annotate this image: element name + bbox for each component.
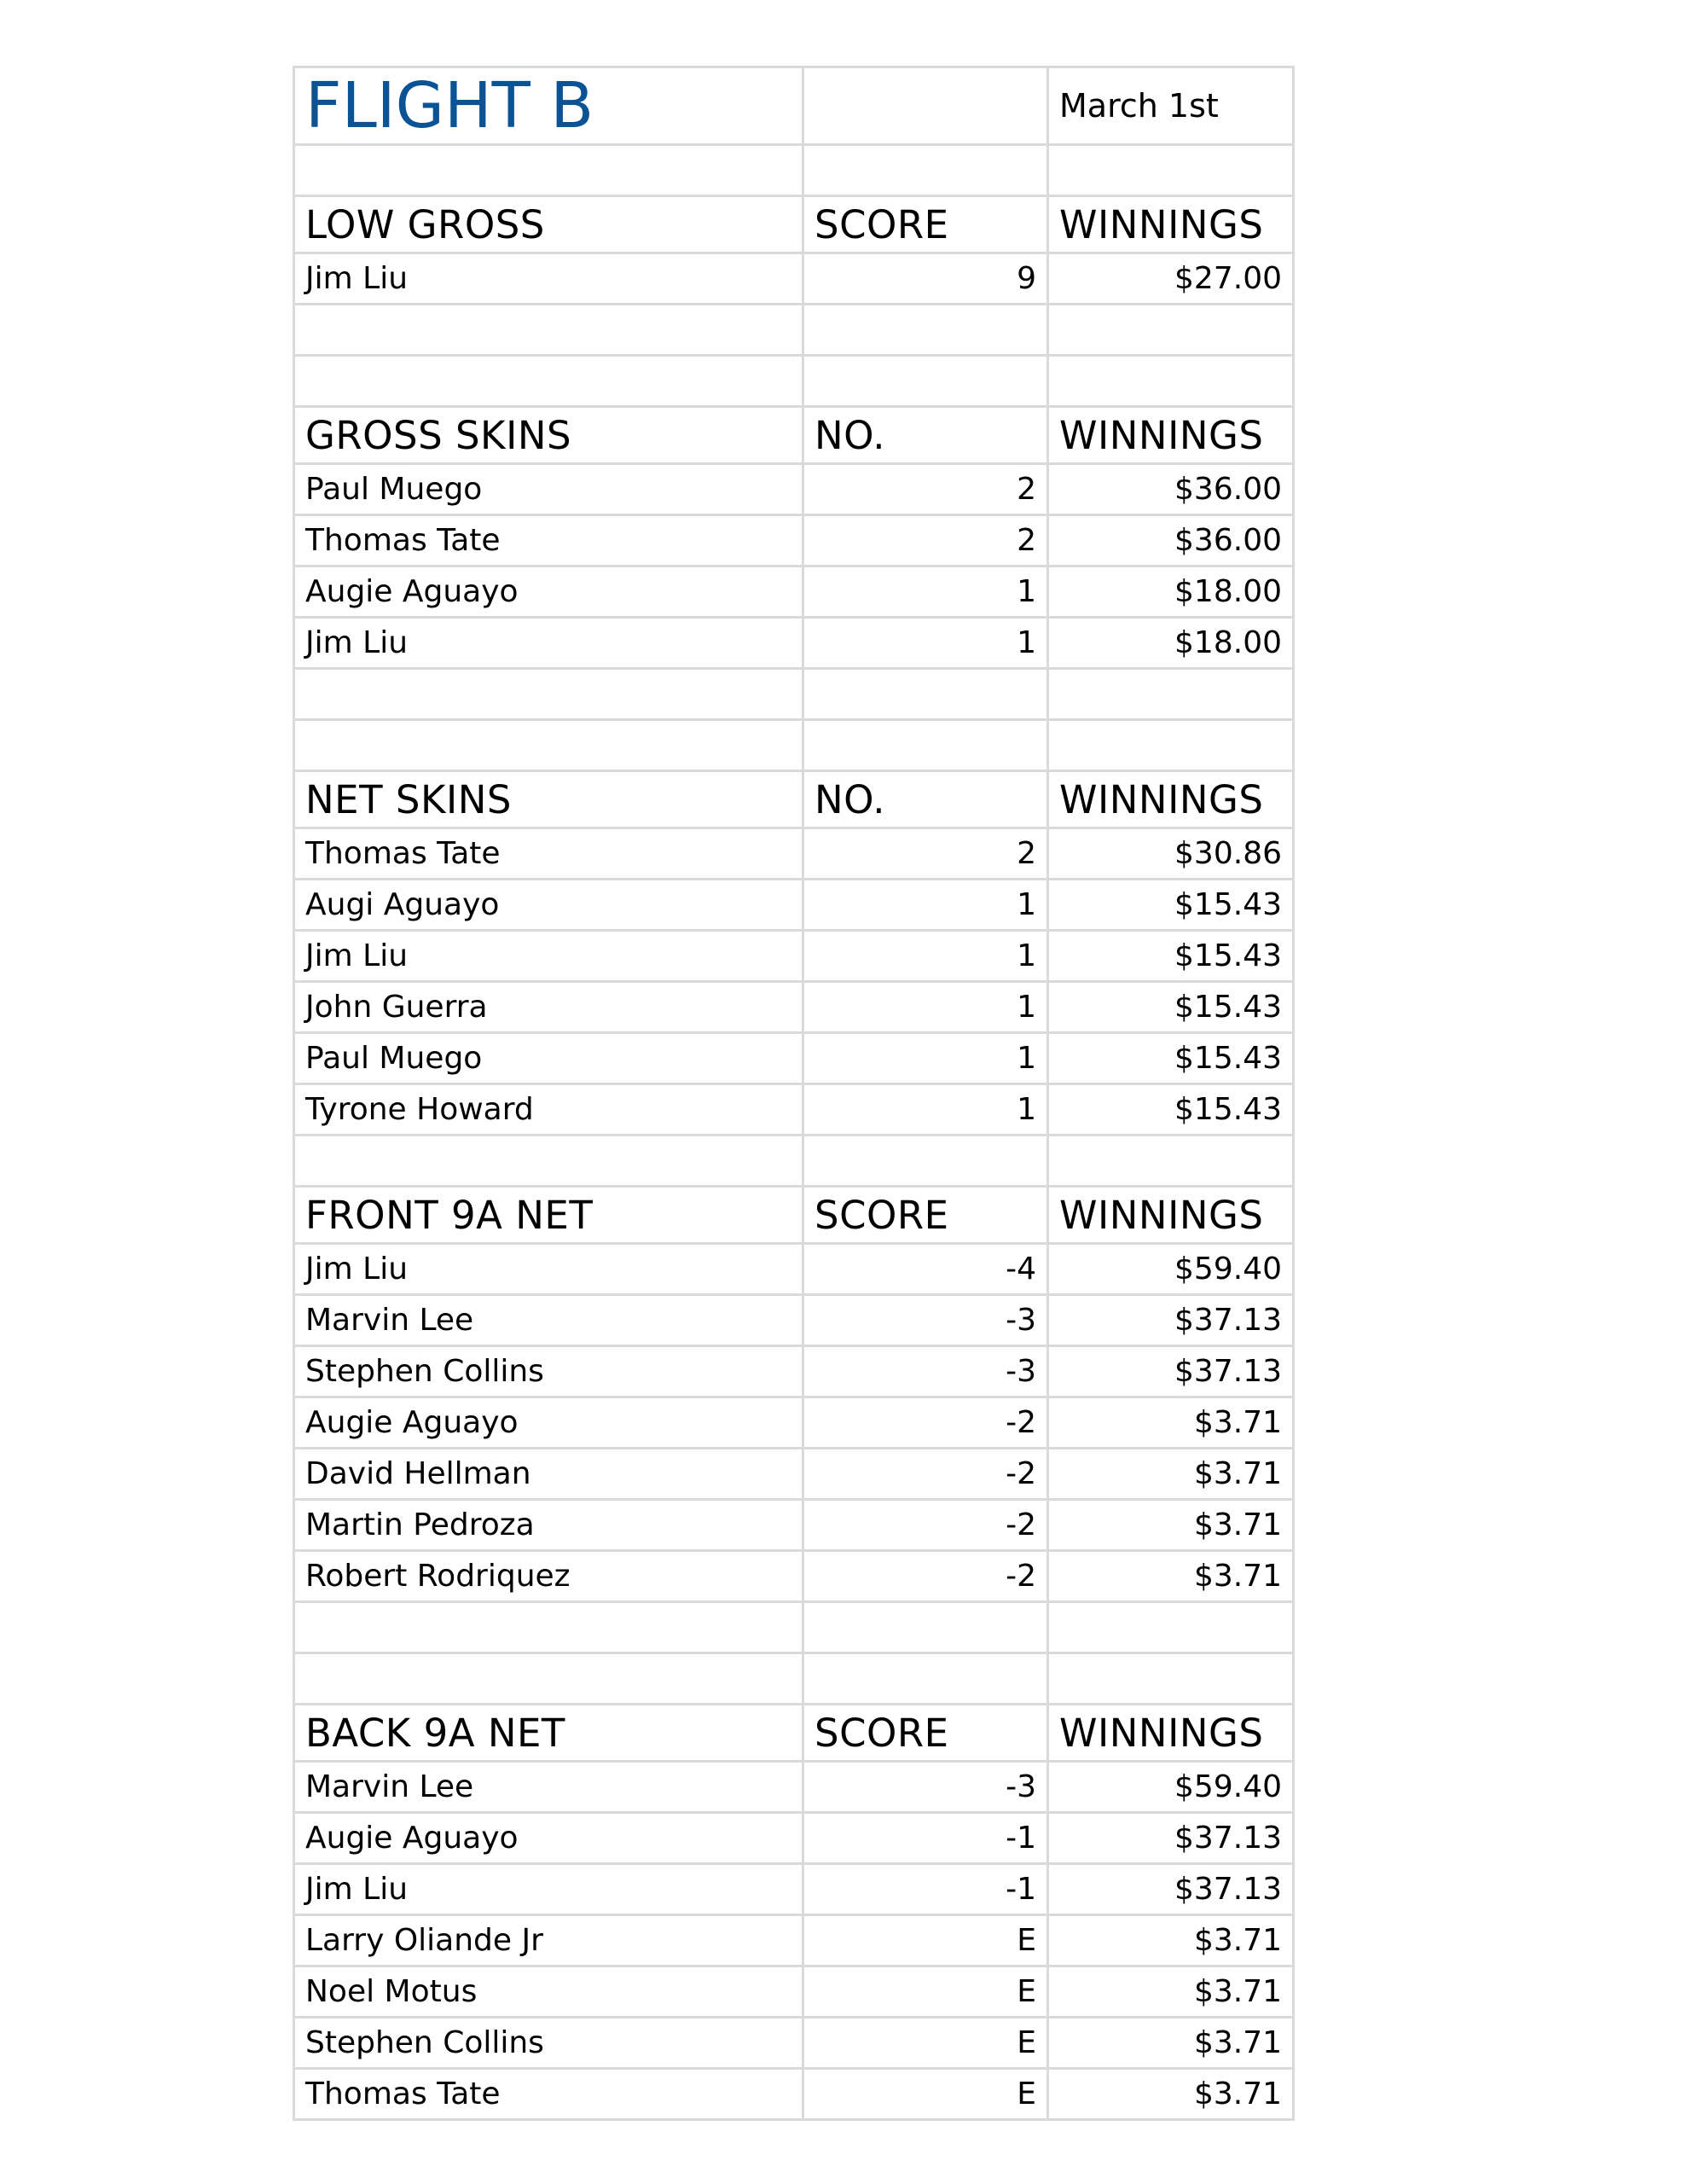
section-title[interactable]: LOW GROSS: [294, 196, 803, 253]
value-cell[interactable]: -3: [803, 1295, 1048, 1346]
table-row: [294, 1084, 1294, 1136]
winnings-cell[interactable]: $15.43: [1048, 931, 1294, 982]
player-name-cell[interactable]: Thomas Tate: [294, 2069, 803, 2120]
table-row: [294, 931, 1294, 982]
empty-cell[interactable]: [294, 1602, 803, 1653]
section-header-row: [294, 196, 1294, 253]
player-name-cell[interactable]: Tyrone Howard: [294, 1084, 803, 1136]
value-cell[interactable]: E: [803, 2069, 1048, 2120]
value-cell[interactable]: -2: [803, 1397, 1048, 1449]
flight-title[interactable]: FLIGHT B: [294, 67, 803, 145]
winnings-cell[interactable]: $37.13: [1048, 1864, 1294, 1915]
table-row: [294, 1244, 1294, 1295]
winnings-cell[interactable]: $15.43: [1048, 982, 1294, 1033]
table-row: [294, 1551, 1294, 1602]
empty-cell[interactable]: [294, 305, 803, 356]
empty-cell[interactable]: [294, 145, 803, 196]
value-cell[interactable]: 1: [803, 1033, 1048, 1084]
player-name-cell[interactable]: Augie Aguayo: [294, 1397, 803, 1449]
column-header[interactable]: WINNINGS: [1048, 1705, 1294, 1762]
table-row: [294, 1864, 1294, 1915]
empty-cell[interactable]: [294, 1136, 803, 1187]
player-name-cell[interactable]: Robert Rodriquez: [294, 1551, 803, 1602]
empty-cell[interactable]: [1048, 1136, 1294, 1187]
value-cell[interactable]: 1: [803, 982, 1048, 1033]
empty-cell[interactable]: [803, 669, 1048, 720]
section-header-row: [294, 771, 1294, 828]
player-name-cell[interactable]: Jim Liu: [294, 1244, 803, 1295]
value-cell[interactable]: 1: [803, 880, 1048, 931]
player-name-cell[interactable]: Paul Muego: [294, 464, 803, 515]
table-row: [294, 1966, 1294, 2018]
section-header-row: [294, 1187, 1294, 1244]
value-cell[interactable]: 9: [803, 253, 1048, 305]
winnings-cell[interactable]: $3.71: [1048, 1500, 1294, 1551]
player-name-cell[interactable]: Stephen Collins: [294, 2018, 803, 2069]
value-cell[interactable]: -2: [803, 1500, 1048, 1551]
table-row: [294, 1346, 1294, 1397]
table-row: [294, 515, 1294, 566]
table-row: [294, 566, 1294, 618]
winnings-cell[interactable]: $3.71: [1048, 1966, 1294, 2018]
winnings-cell[interactable]: $59.40: [1048, 1244, 1294, 1295]
empty-cell[interactable]: [803, 720, 1048, 771]
table-row: [294, 2069, 1294, 2120]
empty-cell[interactable]: [294, 720, 803, 771]
player-name-cell[interactable]: Martin Pedroza: [294, 1500, 803, 1551]
empty-cell[interactable]: [803, 1653, 1048, 1705]
blank-row: [294, 356, 1294, 407]
section-title[interactable]: GROSS SKINS: [294, 407, 803, 464]
column-header[interactable]: WINNINGS: [1048, 1187, 1294, 1244]
winnings-cell[interactable]: $15.43: [1048, 880, 1294, 931]
table-row: [294, 1295, 1294, 1346]
column-header[interactable]: SCORE: [803, 1187, 1048, 1244]
empty-cell[interactable]: [1048, 356, 1294, 407]
blank-row: [294, 145, 1294, 196]
player-name-cell[interactable]: Noel Motus: [294, 1966, 803, 2018]
blank-row: [294, 305, 1294, 356]
player-name-cell[interactable]: Jim Liu: [294, 1864, 803, 1915]
empty-cell[interactable]: [1048, 720, 1294, 771]
value-cell[interactable]: -3: [803, 1762, 1048, 1813]
winnings-cell[interactable]: $3.71: [1048, 1551, 1294, 1602]
winnings-cell[interactable]: $3.71: [1048, 2069, 1294, 2120]
player-name-cell[interactable]: David Hellman: [294, 1449, 803, 1500]
section-title[interactable]: NET SKINS: [294, 771, 803, 828]
winnings-cell[interactable]: $18.00: [1048, 618, 1294, 669]
player-name-cell[interactable]: Marvin Lee: [294, 1762, 803, 1813]
table-row: [294, 1762, 1294, 1813]
value-cell[interactable]: 2: [803, 828, 1048, 880]
empty-cell[interactable]: [294, 1653, 803, 1705]
winnings-cell[interactable]: $3.71: [1048, 1397, 1294, 1449]
player-name-cell[interactable]: Paul Muego: [294, 1033, 803, 1084]
column-header[interactable]: WINNINGS: [1048, 407, 1294, 464]
player-name-cell[interactable]: Augie Aguayo: [294, 566, 803, 618]
empty-cell[interactable]: [803, 145, 1048, 196]
player-name-cell[interactable]: Augi Aguayo: [294, 880, 803, 931]
section-header-row: [294, 407, 1294, 464]
player-name-cell[interactable]: John Guerra: [294, 982, 803, 1033]
winnings-cell[interactable]: $3.71: [1048, 1449, 1294, 1500]
blank-row: [294, 1602, 1294, 1653]
table-row: [294, 1397, 1294, 1449]
results-sheet: [293, 66, 1295, 2121]
table-row: [294, 880, 1294, 931]
value-cell[interactable]: -4: [803, 1244, 1048, 1295]
empty-cell[interactable]: [1048, 1602, 1294, 1653]
value-cell[interactable]: -1: [803, 1813, 1048, 1864]
value-cell[interactable]: -1: [803, 1864, 1048, 1915]
value-cell[interactable]: 2: [803, 515, 1048, 566]
player-name-cell[interactable]: Thomas Tate: [294, 828, 803, 880]
winnings-cell[interactable]: $37.13: [1048, 1295, 1294, 1346]
winnings-cell[interactable]: $59.40: [1048, 1762, 1294, 1813]
value-cell[interactable]: -2: [803, 1449, 1048, 1500]
table-row: [294, 1500, 1294, 1551]
value-cell[interactable]: 1: [803, 1084, 1048, 1136]
winnings-cell[interactable]: $18.00: [1048, 566, 1294, 618]
value-cell[interactable]: -2: [803, 1551, 1048, 1602]
blank-row: [294, 669, 1294, 720]
empty-cell[interactable]: [803, 356, 1048, 407]
empty-cell[interactable]: [1048, 1653, 1294, 1705]
value-cell[interactable]: E: [803, 1966, 1048, 2018]
player-name-cell[interactable]: Augie Aguayo: [294, 1813, 803, 1864]
value-cell[interactable]: -3: [803, 1346, 1048, 1397]
winnings-cell[interactable]: $36.00: [1048, 464, 1294, 515]
table-row: [294, 253, 1294, 305]
player-name-cell[interactable]: Larry Oliande Jr: [294, 1915, 803, 1966]
value-cell[interactable]: 1: [803, 566, 1048, 618]
column-header[interactable]: SCORE: [803, 1705, 1048, 1762]
winnings-cell[interactable]: $27.00: [1048, 253, 1294, 305]
winnings-cell[interactable]: $15.43: [1048, 1033, 1294, 1084]
column-header[interactable]: NO.: [803, 407, 1048, 464]
empty-cell[interactable]: [803, 305, 1048, 356]
section-title[interactable]: BACK 9A NET: [294, 1705, 803, 1762]
winnings-cell[interactable]: $37.13: [1048, 1813, 1294, 1864]
table-row: [294, 618, 1294, 669]
section-title[interactable]: FRONT 9A NET: [294, 1187, 803, 1244]
winnings-cell[interactable]: $15.43: [1048, 1084, 1294, 1136]
blank-row: [294, 720, 1294, 771]
column-header[interactable]: WINNINGS: [1048, 771, 1294, 828]
winnings-cell[interactable]: $3.71: [1048, 1915, 1294, 1966]
value-cell[interactable]: E: [803, 1915, 1048, 1966]
player-name-cell[interactable]: Jim Liu: [294, 253, 803, 305]
value-cell[interactable]: 2: [803, 464, 1048, 515]
winnings-cell[interactable]: $30.86: [1048, 828, 1294, 880]
table-row: [294, 464, 1294, 515]
value-cell[interactable]: 1: [803, 618, 1048, 669]
event-date[interactable]: March 1st: [1048, 67, 1294, 145]
player-name-cell[interactable]: Jim Liu: [294, 618, 803, 669]
table-row: [294, 2018, 1294, 2069]
empty-cell[interactable]: [294, 669, 803, 720]
player-name-cell[interactable]: Thomas Tate: [294, 515, 803, 566]
value-cell[interactable]: 1: [803, 931, 1048, 982]
player-name-cell[interactable]: Jim Liu: [294, 931, 803, 982]
column-header[interactable]: SCORE: [803, 196, 1048, 253]
empty-cell[interactable]: [1048, 669, 1294, 720]
empty-cell[interactable]: [803, 67, 1048, 145]
table-row: [294, 1813, 1294, 1864]
column-header[interactable]: NO.: [803, 771, 1048, 828]
empty-cell[interactable]: [1048, 305, 1294, 356]
table-row: [294, 828, 1294, 880]
table-row: [294, 1915, 1294, 1966]
winnings-cell[interactable]: $37.13: [1048, 1346, 1294, 1397]
empty-cell[interactable]: [803, 1602, 1048, 1653]
section-header-row: [294, 1705, 1294, 1762]
empty-cell[interactable]: [1048, 145, 1294, 196]
player-name-cell[interactable]: Marvin Lee: [294, 1295, 803, 1346]
empty-cell[interactable]: [803, 1136, 1048, 1187]
empty-cell[interactable]: [294, 356, 803, 407]
table-row: [294, 1033, 1294, 1084]
title-row: [294, 67, 1294, 145]
column-header[interactable]: WINNINGS: [1048, 196, 1294, 253]
winnings-cell[interactable]: $3.71: [1048, 2018, 1294, 2069]
winnings-cell[interactable]: $36.00: [1048, 515, 1294, 566]
blank-row: [294, 1653, 1294, 1705]
table-row: [294, 1449, 1294, 1500]
value-cell[interactable]: E: [803, 2018, 1048, 2069]
table-row: [294, 982, 1294, 1033]
blank-row: [294, 1136, 1294, 1187]
player-name-cell[interactable]: Stephen Collins: [294, 1346, 803, 1397]
